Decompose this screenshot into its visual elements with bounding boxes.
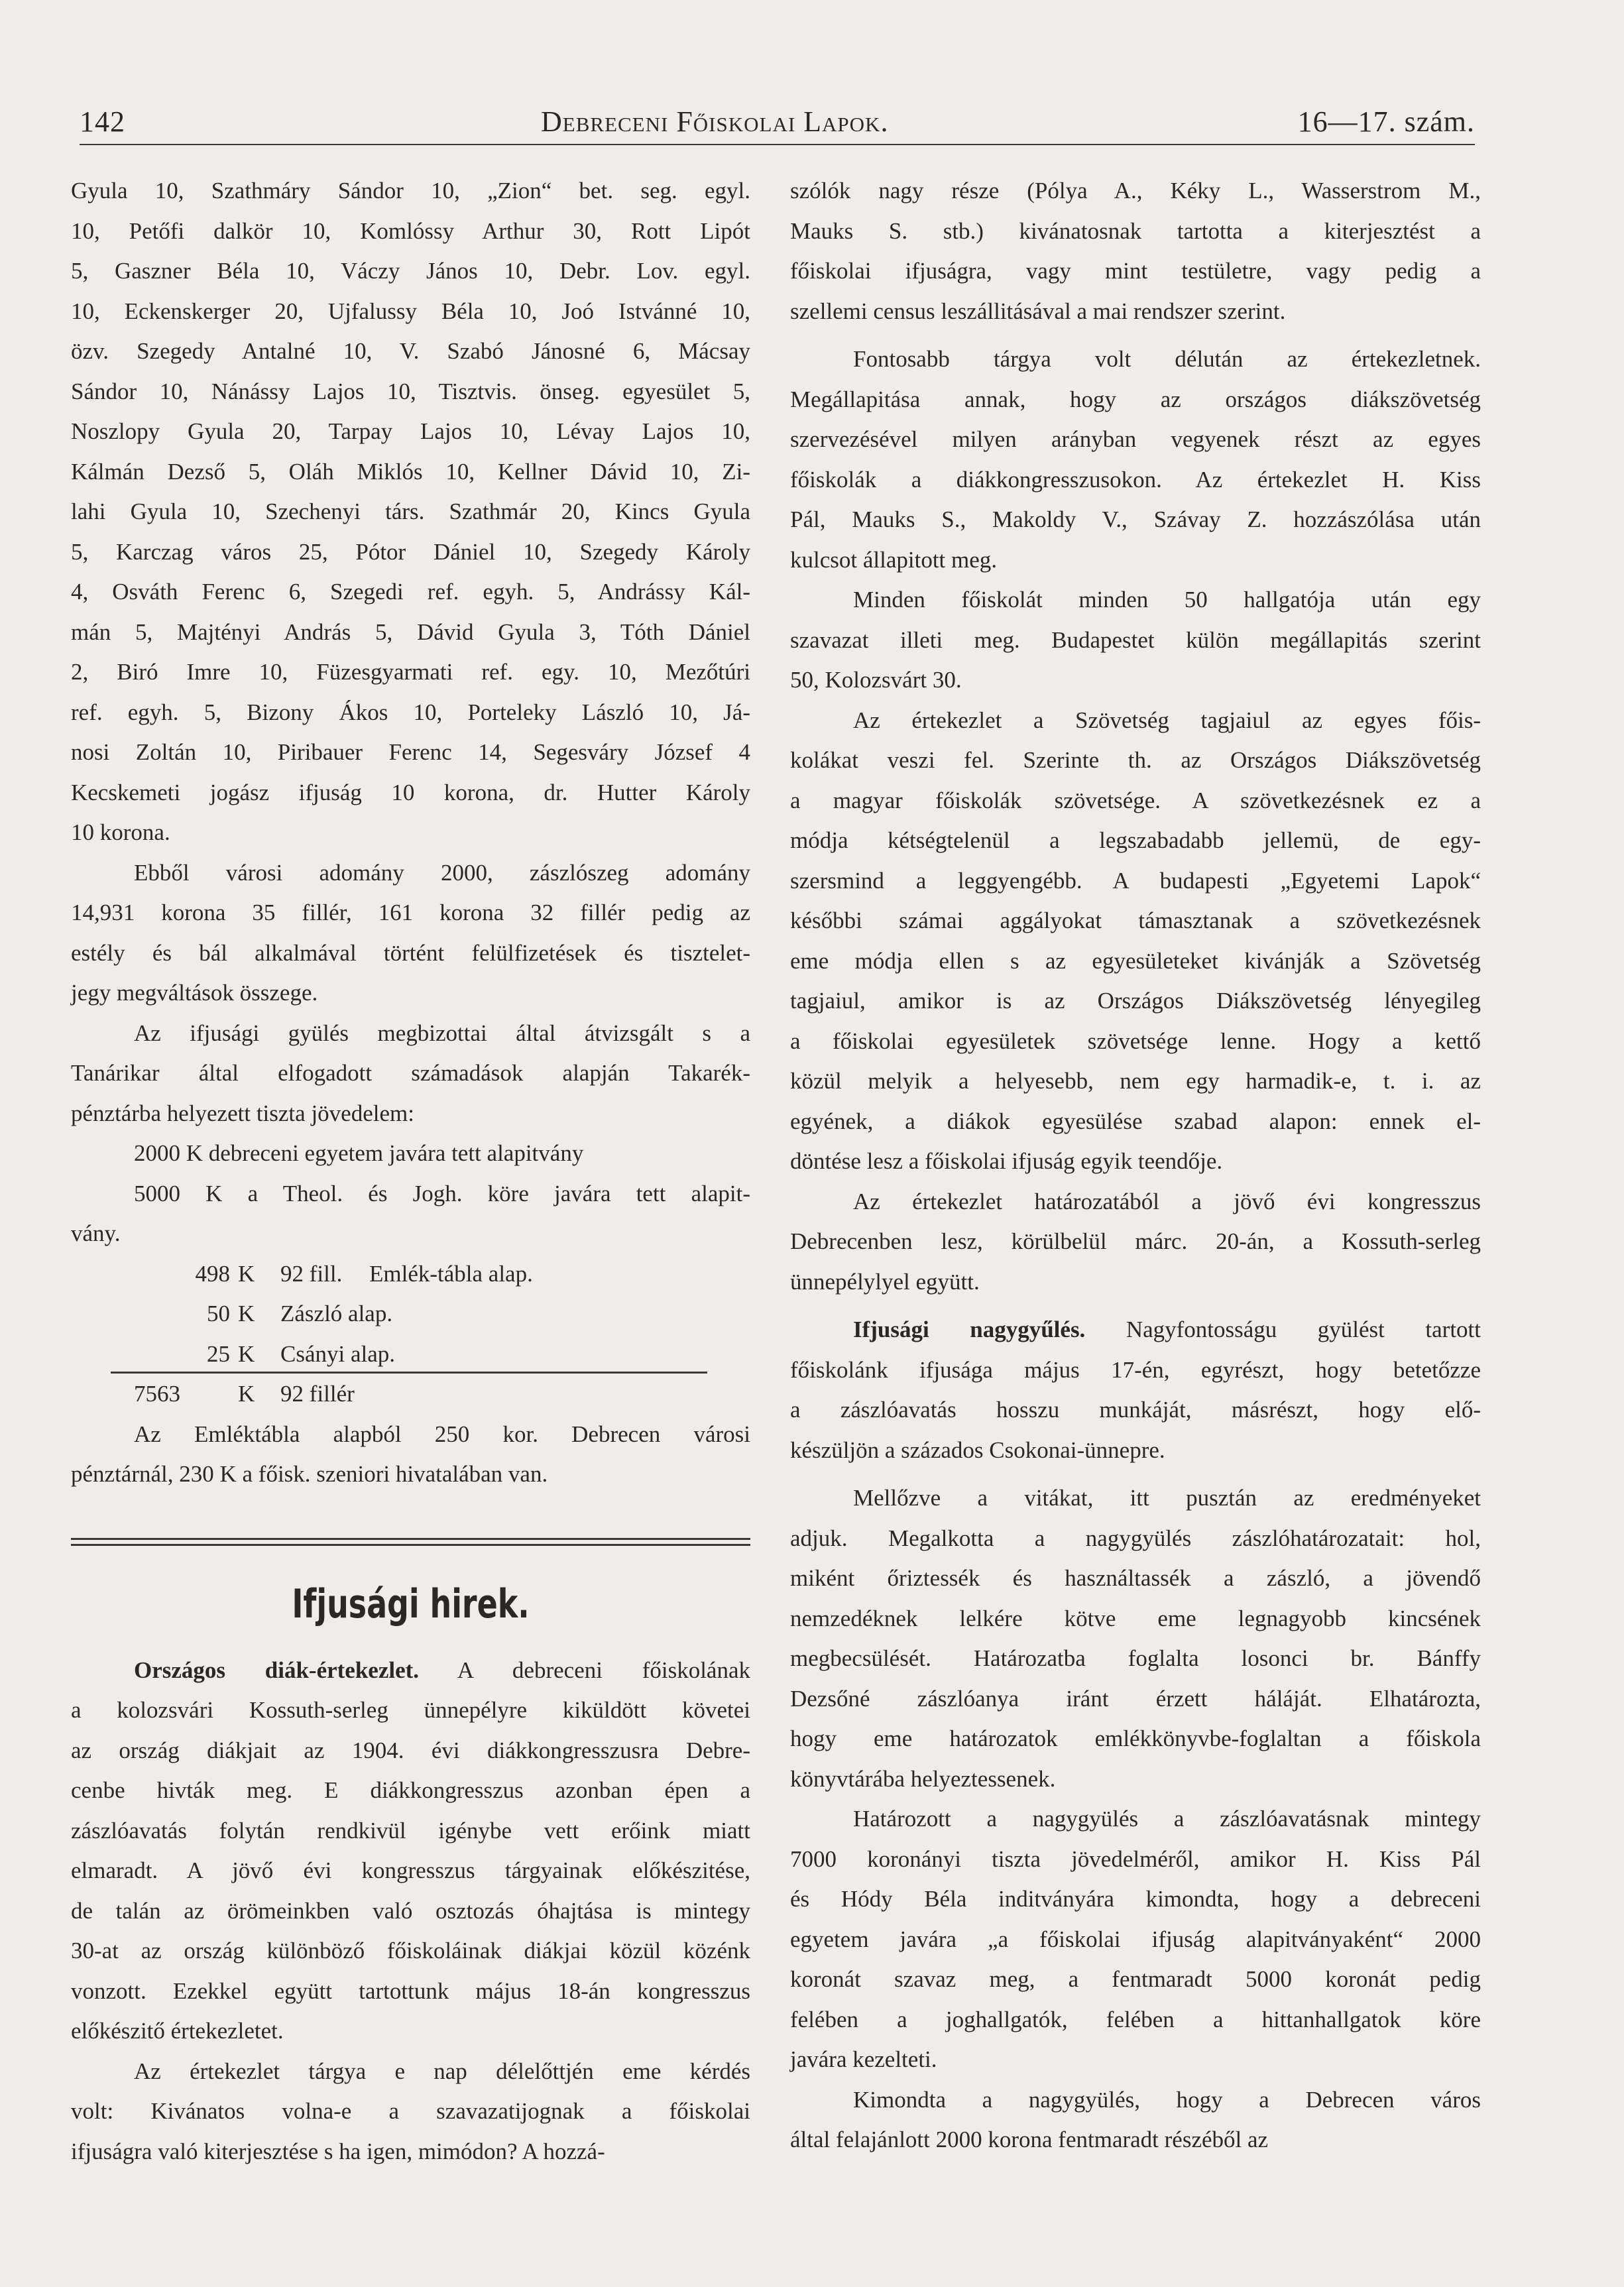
ifjusagi-nagygyules-line: főiskolánk ifjusága május 17-én, egyrészt, hogy betetőzze (790, 1356, 1481, 1383)
donor-list-line: Noszlopy Gyula 20, Tarpay Lajos 10, Lévay Lajos 10, (71, 418, 750, 444)
audit-note-line: pénztárba helyezett tiszta jövedelem: (71, 1100, 414, 1126)
total-amount: 7563 (134, 1381, 180, 1407)
paragraph-line: által felajánlott 2000 korona fentmaradt részéből az (790, 2127, 1269, 2152)
donor-list-line: lahi Gyula 10, Szechenyi társ. Szathmár 20, Kincs Gyula (71, 498, 750, 524)
donor-list-line: 5, Gaszner Béla 10, Váczy János 10, Debr. Lov. egyl. (71, 258, 750, 284)
fund-label: Emlék-tábla alap. (369, 1260, 533, 1287)
paragraph-line: szervezésével milyen arányban vegyenek részt az egyes (790, 426, 1481, 452)
fund-item (71, 1294, 750, 1334)
hozzaszolok-line: szólók nagy része (Pólya A., Kéky L., Wasserstrom M., (790, 178, 1481, 204)
fund-total (71, 1374, 750, 1415)
fund-item (71, 1334, 750, 1375)
divider-line (71, 1544, 750, 1546)
divider-line (71, 1538, 750, 1540)
fund-label: Csányi alap. (280, 1340, 396, 1367)
paragraph-line: hogy eme határozatok emlékkönyvbe-foglaltan a főiskola (790, 1726, 1481, 1751)
donation-summary-line: Ebből városi adomány 2000, zászlószeg adomány (134, 859, 750, 886)
fund-amount: 498 (195, 1260, 230, 1287)
paragraph-line: Debrecenben lesz, körülbelül márc. 20-án, a Kossuth-serleg (790, 1228, 1481, 1254)
paragraph-line: tagjaiul, amikor is az Országos Diákszövetség lényegileg (790, 988, 1481, 1014)
gap (790, 1470, 1481, 1478)
donor-list-line: Sándor 10, Nánássy Lajos 10, Tisztvis. önseg. egyesület 5, (71, 378, 750, 404)
donation-summary-line: jegy megváltások összege. (71, 980, 318, 1006)
diak-ertekezlet-line (71, 1651, 750, 1691)
paragraph-line: Dezsőné zászlóanya iránt érzett háláját. Elhatározta, (790, 1685, 1481, 1712)
fund-line: 5000 K a Theol. és Jogh. köre javára tett alapit- (134, 1180, 750, 1206)
diak-ertekezlet-line: elmaradt. A jövő évi kongresszus tárgyainak előkészitése, (71, 1857, 750, 1883)
paragraph-line: kulcsot állapitott meg. (790, 546, 998, 573)
paragraph-line: eme módja ellen s az egyesületeket kivánják a Szövetség (790, 947, 1481, 974)
fund-fill: 92 fill. (280, 1260, 343, 1287)
paragraph-line: egyetem javára „a főiskolai ifjuság alapitványaként“ 2000 (790, 1926, 1481, 1952)
fund-location-line: pénztárnál, 230 K a főisk. szeniori hivatalában van. (71, 1461, 548, 1487)
gap (790, 331, 1481, 339)
ifjusagi-nagygyules-line: a zászlóavatás hosszu munkáját, másrészt, hogy elő- (790, 1397, 1481, 1423)
donor-list-line: Gyula 10, Szathmáry Sándor 10, „Zion“ bet. seg. egyl. (71, 178, 750, 204)
ifjusagi-nagygyules-heading: Ifjusági nagygyűlés. (853, 1317, 1086, 1342)
paragraph-line: döntése lesz a főiskolai ifjuság egyik teendője. (790, 1148, 1223, 1174)
paragraph-line: szersmind a leggyengébb. A budapesti „Egyetemi Lapok“ (790, 867, 1481, 894)
fund-unit: K (238, 1301, 255, 1326)
diak-ertekezlet-line: de talán az örömeinkben való osztozás óhajtása is mintegy (71, 1897, 750, 1924)
gap (790, 1302, 1481, 1310)
donor-list-line: 10 korona. (71, 819, 170, 845)
paragraph-line: megbecsülését. Határozatba foglalta losonci br. Bánffy (790, 1645, 1481, 1671)
fund-unit: K (238, 1260, 255, 1287)
paragraph-line: Mellőzve a vitákat, itt pusztán az eredményeket (853, 1485, 1481, 1511)
donor-list-line: özv. Szegedy Antalné 10, V. Szabó Jánosné 6, Mácsay (71, 338, 750, 364)
section-divider (71, 1531, 750, 1558)
paragraph-line: közül melyik a helyesebb, nem egy harmadik-e, t. i. az (790, 1068, 1481, 1094)
diak-ertekezlet-text: A debreceni főiskolának (419, 1657, 750, 1683)
donor-list-line: 10, Eckenskerger 20, Ujfalussy Béla 10, Joó Istvánné 10, (71, 298, 750, 324)
section-title: Ifjusági hirek. (292, 1580, 530, 1627)
diak-ertekezlet-line: zászlóavatás folytán rendkivül igénybe vett erőink miatt (71, 1817, 750, 1844)
paragraph-line: Fontosabb tárgya volt délután az értekezletnek. (853, 346, 1481, 372)
donor-list-line: 10, Petőfi dalkör 10, Komlóssy Arthur 30, Rott Lipót (71, 217, 750, 244)
donor-list-line: mán 5, Majtényi András 5, Dávid Gyula 3, Tóth Dániel (71, 618, 750, 645)
left-column (71, 171, 750, 2172)
paragraph-line: későbbi számai aggályokat támasztanak a szövetkezésnek (790, 908, 1481, 933)
diak-ertekezlet-line: vonzott. Ezekkel együtt tartottunk május 18-án kongresszus (71, 1977, 750, 2004)
paragraph-line: adjuk. Megalkotta a nagygyülés zászlóhatározatait: hol, (790, 1525, 1481, 1551)
paragraph-line: ünnepélylyel együtt. (790, 1268, 980, 1295)
paragraph-line: Megállapitása annak, hogy az országos diákszövetség (790, 386, 1481, 412)
diak-ertekezlet-heading: Országos diák-értekezlet. (134, 1657, 420, 1683)
paragraph-line: a magyar főiskolák szövetsége. A szövetkezésnek ez a (790, 787, 1481, 813)
audit-note-line: Az ifjusági gyülés megbizottai által átvizsgált s a (134, 1020, 750, 1046)
fund-unit: K (238, 1340, 255, 1367)
running-header (80, 105, 1475, 145)
paragraph-line: és Hódy Béla inditványára kimondta, hogy a debreceni (790, 1886, 1481, 1912)
donation-summary-line: 14,931 korona 35 fillér, 161 korona 32 fillér pedig az (71, 900, 750, 925)
donor-list-line: 4, Osváth Ferenc 6, Szegedi ref. egyh. 5, Andrássy Kál- (71, 579, 750, 605)
diak-ertekezlet-line: cenbe hivták meg. E diákkongresszus azonban épen a (71, 1777, 750, 1803)
paragraph-line: Pál, Mauks S., Makoldy V., Szávay Z. hozzászólása után (790, 506, 1481, 532)
paragraph-line: Határozott a nagygyülés a zászlóavatásnak mintegy (853, 1806, 1481, 1832)
page-number: 142 (80, 105, 125, 138)
paragraph-line: miként őriztessék és használtassék a zászló, a jövendő (790, 1565, 1481, 1591)
diak-ertekezlet-line: az ország diákjait az 1904. évi diákkongresszusra Debre- (71, 1737, 750, 1763)
paragraph-line: Minden főiskolát minden 50 hallgatója után egy (853, 587, 1481, 613)
paragraph-line: 7000 koronányi tiszta jövedelméről, amikor H. Kiss Pál (790, 1846, 1481, 1872)
fund-label: Zászló alap. (280, 1301, 393, 1326)
donation-summary-line: estély és bál alkalmával történt felülfizetések és tisztelet- (71, 939, 750, 966)
hozzaszolok-line: Mauks S. stb.) kivánatosnak tartotta a kiterjesztést a (790, 217, 1481, 244)
fund-item (71, 1254, 750, 1295)
ertekezlet-targya-line: Az értekezlet tárgya e nap délelőttjén eme kérdés (134, 2058, 750, 2084)
paragraph-line: 50, Kolozsvárt 30. (790, 667, 962, 693)
paragraph-line: koronát szavaz meg, a fentmaradt 5000 koronát pedig (790, 1966, 1481, 1992)
donor-list-line: nosi Zoltán 10, Piribauer Ferenc 14, Segesváry József 4 (71, 739, 750, 765)
total-rule (111, 1372, 707, 1374)
ifjusagi-nagygyules-line: készüljön a százados Csokonai-ünnepre. (790, 1437, 1165, 1463)
fund-amount: 25 (207, 1340, 230, 1367)
donor-list-line: 5, Karczag város 25, Pótor Dániel 10, Szegedy Károly (71, 538, 750, 565)
ertekezlet-targya-line: volt: Kivánatos volna-e a szavazatijognak a főiskolai (71, 2098, 750, 2124)
paragraph-line: Kimondta a nagygyülés, hogy a Debrecen város (853, 2086, 1481, 2113)
paragraph-line: kolákat veszi fel. Szerinte th. az Országos Diákszövetség (790, 747, 1481, 773)
spacer (71, 1495, 750, 1531)
donor-list-line: ref. egyh. 5, Bizony Ákos 10, Porteleky László 10, Já- (71, 699, 750, 725)
fund-location-line: Az Emléktábla alapból 250 kor. Debrecen városi (134, 1421, 750, 1447)
paragraph-line: szavazat illeti meg. Budapestet külön megállapitás szerint (790, 626, 1481, 653)
paragraph-line: nemzedéknek lelkére kötve eme legnagyobb kincsének (790, 1605, 1481, 1631)
issue-number: 16—17. szám. (1297, 105, 1475, 138)
ifjusagi-nagygyules-text: Nagyfontosságu gyülést tartott (1085, 1317, 1481, 1342)
diak-ertekezlet-line: 30-at az ország különböző főiskoláinak diákjai közül közénk (71, 1938, 750, 1964)
paragraph-line: módja kétségtelenül a legszabadabb jellemü, de egy- (790, 827, 1481, 853)
paragraph-line: javára kezelteti. (790, 2046, 937, 2072)
paragraph-line: a főiskolai egyesületek szövetsége lenne. Hogy a kettő (790, 1027, 1481, 1054)
journal-title: Debreceni Főiskolai Lapok. (541, 105, 889, 138)
total-unit: K (238, 1381, 255, 1407)
paragraph-line: főiskolák a diákkongresszusokon. Az értekezlet H. Kiss (790, 466, 1481, 493)
paragraph-line: Az értekezlet határozatából a jövő évi kongresszus (853, 1188, 1481, 1214)
hozzaszolok-line: szellemi census leszállitásával a mai rendszer szerint. (790, 298, 1286, 324)
audit-note-line: Tanárikar által elfogadott számadások alapján Takarék- (71, 1060, 750, 1086)
paragraph-line: Az értekezlet a Szövetség tagjaiul az egyes főis- (853, 707, 1481, 733)
total-fill: 92 fillér (280, 1381, 355, 1407)
hozzaszolok-line: főiskolai ifjuságra, vagy mint testületre, vagy pedig a (790, 258, 1481, 284)
paragraph-line: egyének, a diákok egyesülése szabad alapon: ennek el- (790, 1108, 1481, 1134)
diak-ertekezlet-line: előkészitő értekezletet. (71, 2018, 284, 2044)
diak-ertekezlet-line: a kolozsvári Kossuth-serleg ünnepélyre kiküldött követei (71, 1697, 750, 1723)
fund-line: 2000 K debreceni egyetem javára tett alapitvány (134, 1140, 584, 1166)
ifjusagi-nagygyules-line (790, 1310, 1481, 1350)
paragraph-line: felében a joghallgatók, felében a hittanhallgatok köre (790, 2006, 1481, 2032)
header-rule (80, 144, 1475, 145)
donor-list-line: 2, Biró Imre 10, Füzesgyarmati ref. egy. 10, Mezőtúri (71, 659, 750, 685)
right-column (790, 171, 1481, 2160)
fund-line: vány. (71, 1220, 121, 1246)
paragraph-line: könyvtárába helyeztessenek. (790, 1765, 1056, 1792)
donor-list-line: Kecskemeti jogász ifjuság 10 korona, dr. Hutter Károly (71, 779, 750, 805)
fund-amount: 50 (207, 1301, 230, 1326)
ertekezlet-targya-line: ifjuságra való kiterjesztése s ha igen, mimódon? A hozzá- (71, 2138, 605, 2164)
donor-list-line: Kálmán Dezső 5, Oláh Miklós 10, Kellner Dávid 10, Zi- (71, 458, 750, 485)
